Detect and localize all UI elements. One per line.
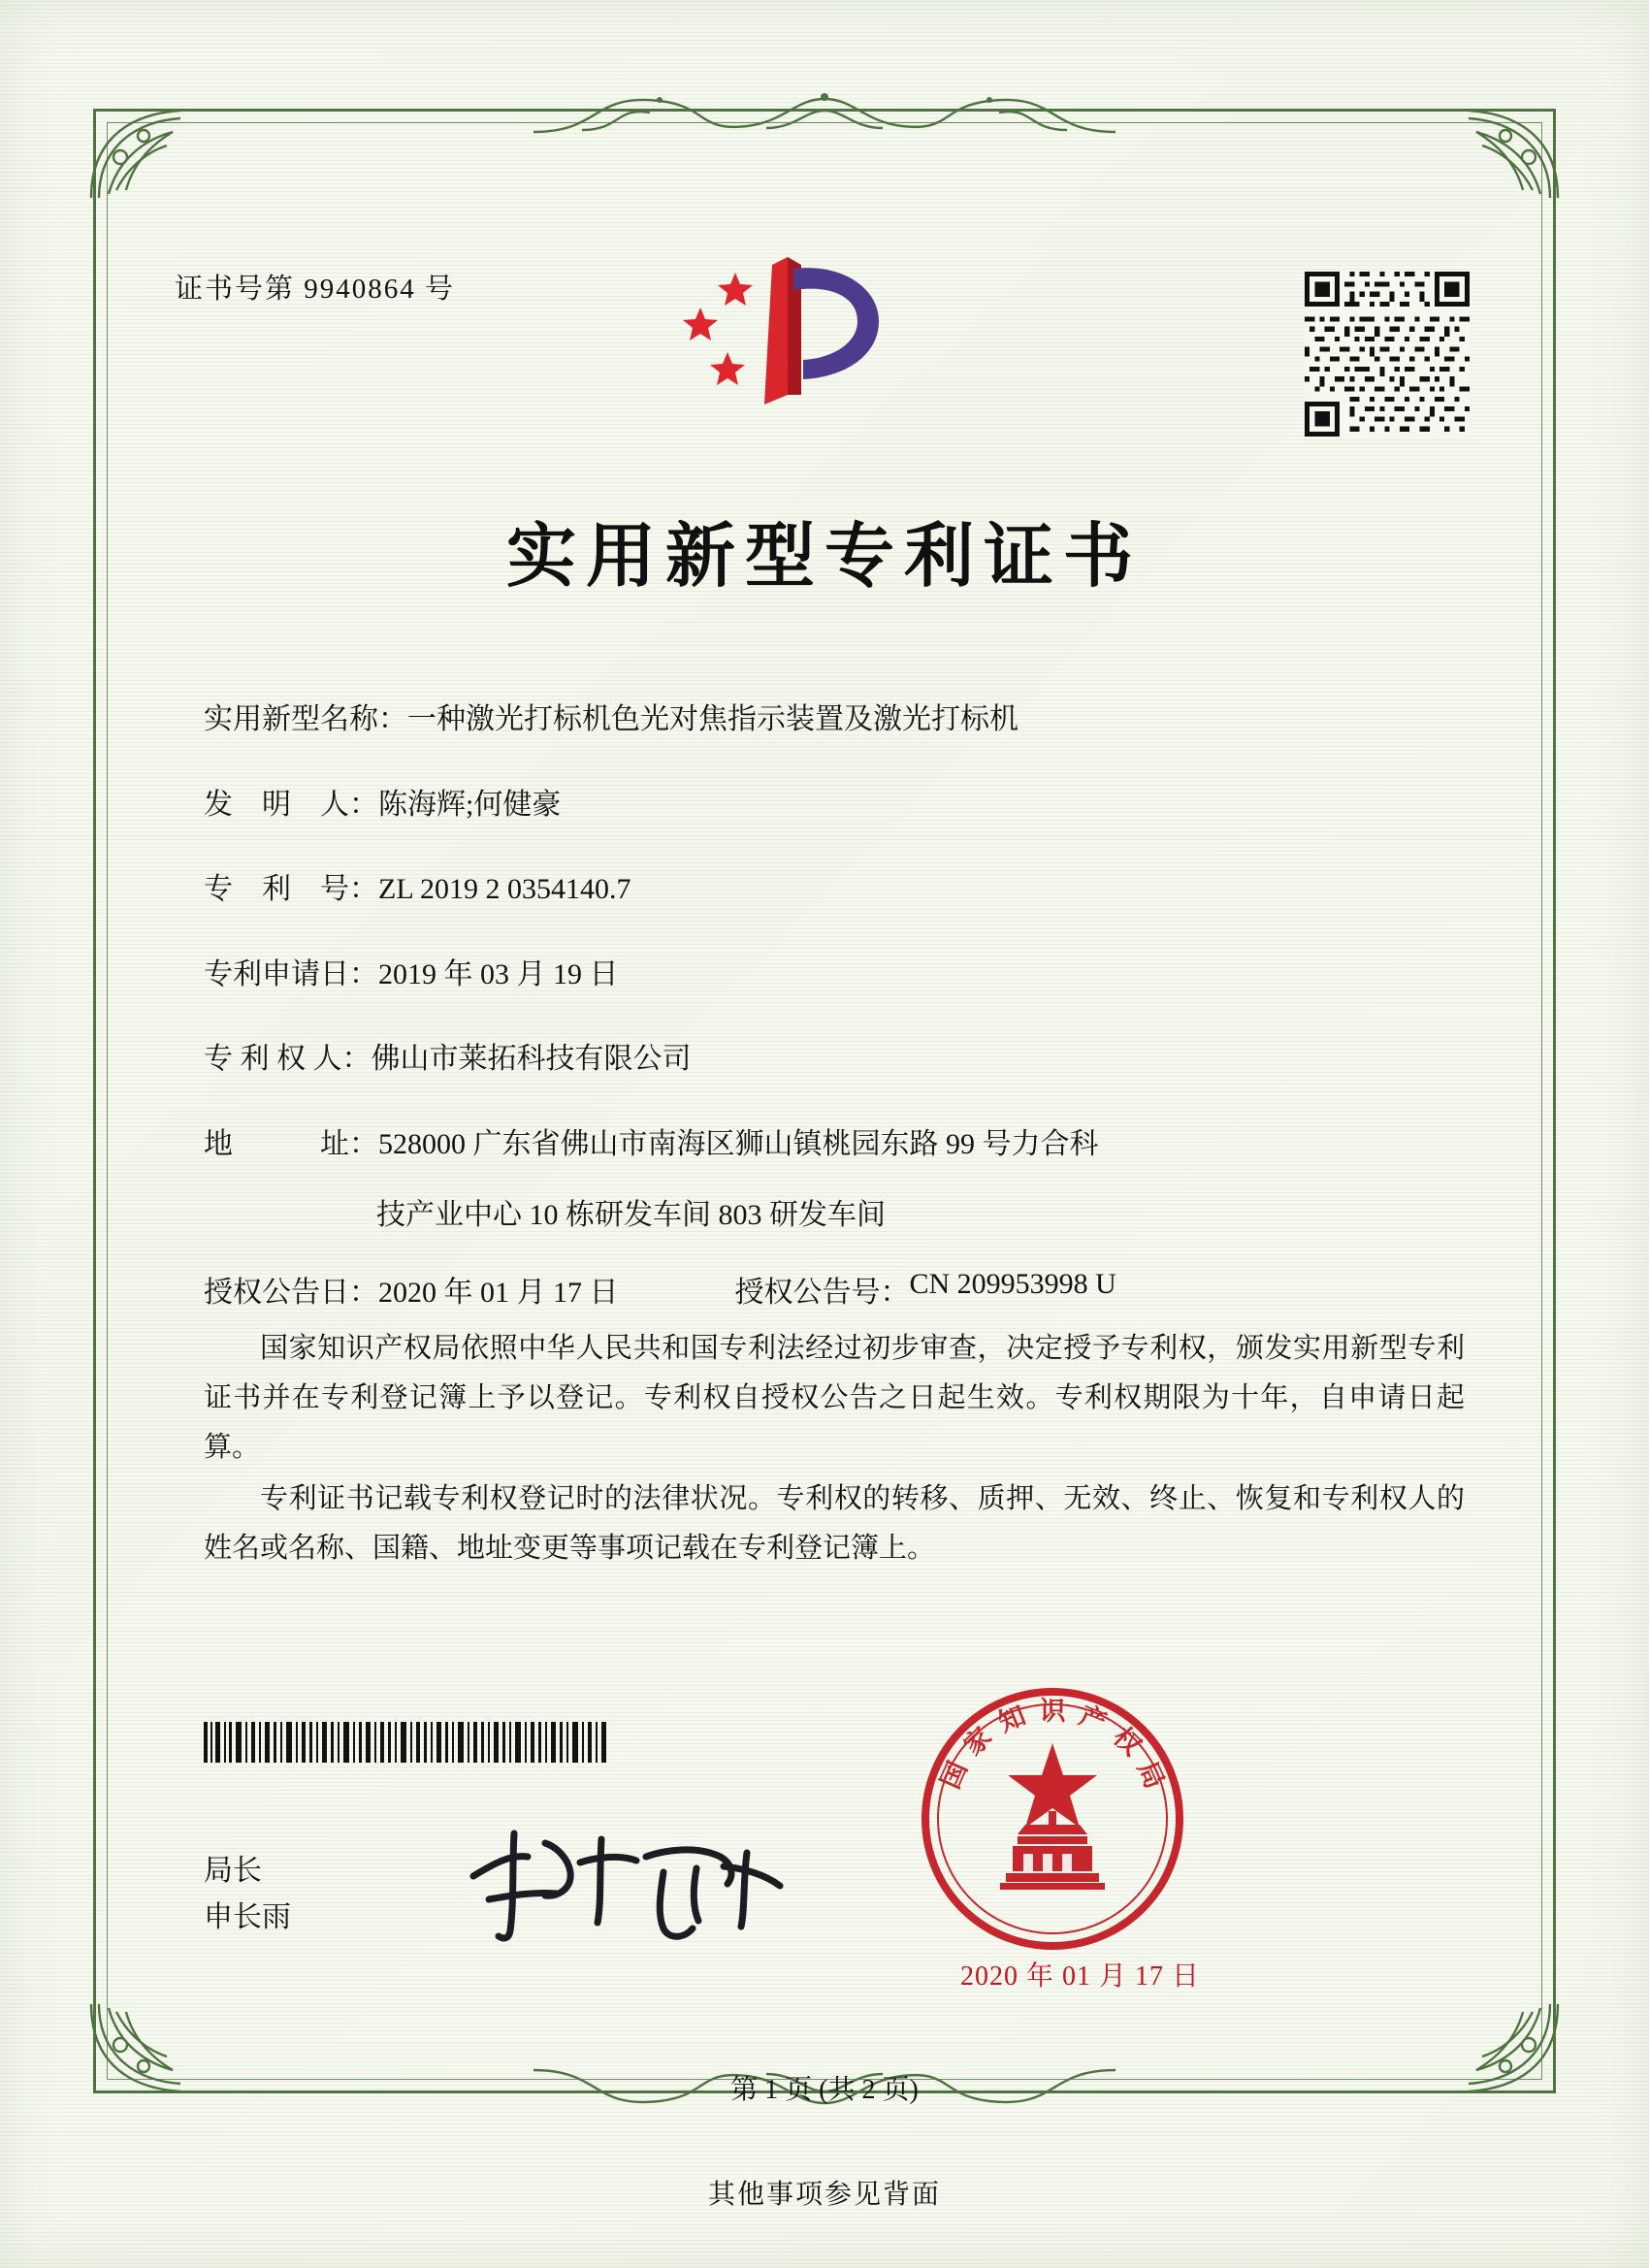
paragraph-text: 国家知识产权局依照中华人民共和国专利法经过初步审查，决定授予专利权，颁发实用新型专利证书并在专利登记簿上予以登记。专利权自授权公告之日起生效。专利权期限为十年，自申请日起算。 <box>204 1333 1465 1463</box>
field-patent-number <box>204 868 1484 911</box>
field-utility-model-name <box>204 698 1484 741</box>
svg-text:局: 局 <box>1131 1757 1170 1794</box>
field-address <box>204 1123 1484 1166</box>
page-title: 实用新型专利证书 <box>505 514 1143 597</box>
footnote: 其他事项参见背面 <box>707 2178 941 2210</box>
field-value: 陈海辉;何健豪 <box>378 788 562 821</box>
field-label: 地 址： <box>204 1127 378 1160</box>
field-grant-info <box>204 1268 1484 1311</box>
barcode-icon <box>204 1722 611 1763</box>
director-name: 申长雨 <box>204 1901 291 1933</box>
field-value: 一种激光打标机色光对焦指示装置及激光打标机 <box>407 703 1018 735</box>
legal-paragraph-1 <box>204 1324 1465 1472</box>
director-block <box>204 1848 291 1941</box>
svg-text:产: 产 <box>1075 1701 1111 1738</box>
handwritten-signature-icon <box>456 1814 805 1950</box>
field-value: 佛山市莱拓科技有限公司 <box>371 1043 692 1075</box>
paragraph-text: 专利证书记载专利权登记时的法律状况。专利权的转移、质押、无效、终止、恢复和专利权人的姓名或名称、国籍、地址变更等事项记载在专利登记簿上。 <box>204 1483 1465 1564</box>
national-intellectual-property-administration-seal <box>917 1683 1188 1955</box>
certificate-number: 证书号第 9940864 号 <box>175 274 456 305</box>
svg-text:权: 权 <box>1107 1721 1148 1763</box>
field-application-date <box>204 954 1484 996</box>
svg-text:国: 国 <box>935 1757 974 1794</box>
grant-number-label: 授权公告号： <box>734 1277 910 1309</box>
svg-text:识: 识 <box>1039 1697 1066 1727</box>
field-label: 发 明 人： <box>204 788 378 821</box>
legal-paragraph-2 <box>204 1474 1465 1573</box>
certificate-fields <box>204 698 1484 1320</box>
grant-date-label: 授权公告日： <box>204 1277 378 1309</box>
grant-date-value: 2020 年 01 月 17 日 <box>378 1277 619 1309</box>
qr-code-icon <box>1305 272 1470 437</box>
field-value: ZL 2019 2 0354140.7 <box>378 873 631 905</box>
field-inventors <box>204 784 1484 826</box>
grant-number-value: CN 209953998 U <box>909 1268 1116 1300</box>
field-label: 实用新型名称： <box>204 703 407 735</box>
field-label: 专利申请日： <box>204 957 378 990</box>
field-label: 专 利 权 人： <box>204 1043 372 1075</box>
cnipa-logo-icon <box>679 247 922 422</box>
page-number: 第 1 页 (共 2 页) <box>730 2075 919 2105</box>
svg-text:家: 家 <box>957 1721 998 1763</box>
seal-date: 2020 年 01 月 17 日 <box>960 1961 1201 1992</box>
field-label: 专 利 号： <box>204 873 378 905</box>
field-value: 2019 年 03 月 19 日 <box>378 957 619 990</box>
svg-text:知: 知 <box>994 1701 1030 1738</box>
field-value: 528000 广东省佛山市南海区狮山镇桃园东路 99 号力合科 <box>378 1127 1099 1160</box>
field-address-line2: 技产业中心 10 栋研发车间 803 研发车间 <box>376 1199 886 1231</box>
director-title: 局长 <box>204 1855 262 1887</box>
field-patentee <box>204 1038 1484 1081</box>
